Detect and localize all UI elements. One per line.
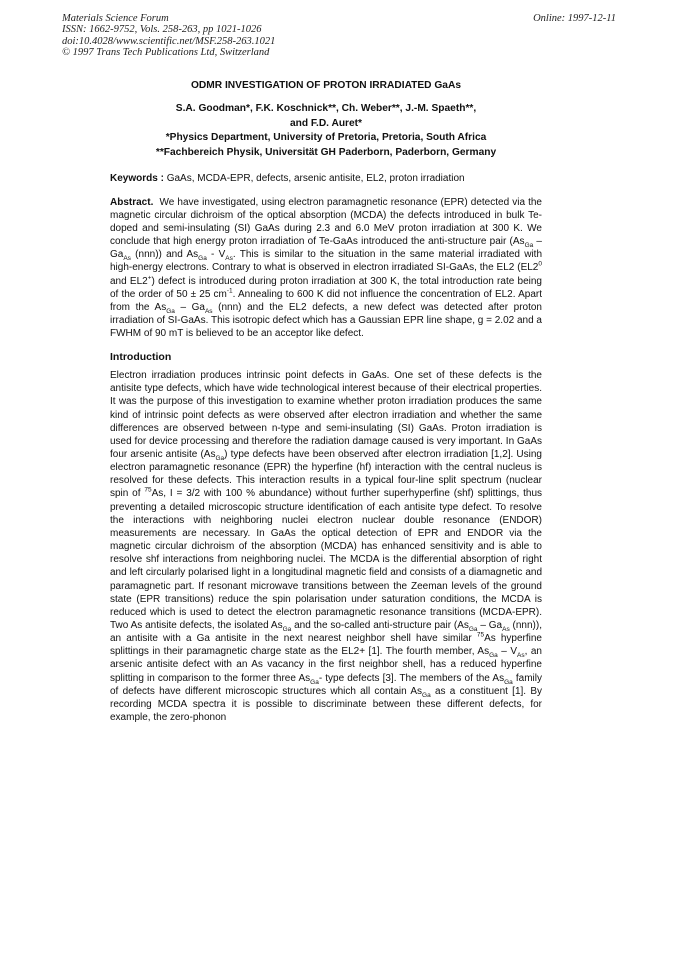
introduction-text	[110, 369, 542, 724]
abstract-text: . This is similar to the situation in the same material irradiated with high-energy electrons. Contrary to what is observed in electron irradiated SI-GaAs, the EL2 (EL2	[110, 249, 543, 274]
author-block	[110, 102, 542, 160]
issn-line: ISSN: 1662-9752, Vols. 258-263, pp 1021-1026	[62, 24, 262, 36]
abstract-text: and EL2	[110, 275, 148, 287]
abstract-text: ) defect is introduced during proton irradiation at 300 K, the total introduction rate being of the order of 50 ± 25 cm	[110, 275, 542, 300]
keywords	[110, 173, 542, 185]
intro-text: as a constituent [1]. By recording MCDA spectra it is possible to discriminate between these different defects, for example, the zero-phonon	[110, 685, 542, 724]
intro-text: - type defects [3]. The members of the As	[318, 672, 505, 684]
affiliation-1: *Physics Department, University of Pretoria, Pretoria, South Africa	[165, 132, 487, 143]
subscript: Ga	[282, 626, 292, 633]
superscript: 75	[476, 631, 485, 639]
journal-header	[62, 13, 275, 58]
superscript: 0	[538, 261, 542, 269]
abstract-text: . Annealing to 600 K did not influence the concentration of EL2. Apart from the As	[110, 288, 542, 313]
subscript: Ga	[524, 242, 534, 250]
subscript: As	[204, 307, 213, 315]
superscript: 75	[144, 487, 152, 495]
abstract	[110, 196, 542, 340]
online-date-header	[533, 13, 616, 24]
author-line-1: S.A. Goodman*, F.K. Koschnick**, Ch. Weber**, J.-M. Spaeth**,	[175, 103, 477, 114]
subscript: Ga	[489, 652, 498, 660]
copyright-line: © 1997 Trans Tech Publications Ltd, Switzerland	[62, 46, 270, 58]
author-line-2: and F.D. Auret*	[289, 117, 363, 129]
paper-title: ODMR INVESTIGATION OF PROTON IRRADIATED GaAs	[191, 80, 461, 91]
paper-body	[110, 80, 542, 724]
intro-text: , an arsenic antisite defect with an As vacancy in the first neighbor shell, has a reduced hyperfine splitting in comparison to the former three As	[110, 646, 542, 684]
abstract-text: – Ga	[174, 301, 205, 313]
intro-text: – V	[497, 646, 517, 658]
abstract-text: (nnn)) and As	[130, 249, 199, 261]
subscript: Ga	[504, 678, 513, 686]
subscript: As	[502, 626, 510, 633]
subscript: Ga	[422, 691, 431, 699]
subscript: Ga	[215, 454, 225, 462]
subscript: As	[517, 652, 525, 660]
journal-name: Materials Science Forum	[62, 13, 169, 24]
intro-text: (nnn)), an antisite with a Ga antisite in the next nearest neighbor shell have similar	[110, 620, 542, 645]
keywords-label: Keywords :	[110, 173, 164, 184]
intro-text: ) type defects have been observed after electron irradiation [1,2]. Using electron paramagnetic resonance (EPR) the hyperfine (hf) interaction with the central nucleus is resolved for these defects. This interaction results in a typical four-line split spectrum (nuclear spin of	[110, 448, 542, 500]
abstract-text: - V	[206, 249, 226, 261]
subscript: Ga	[468, 626, 478, 633]
intro-text: As, I = 3/2 with 100 % abundance) without further superhyperfine (shf) splittings, thus preventing a detailed microscopic structure identification of each antisite type defect. To resolve the interactions with neighboring nuclei electron nuclear double resonance (ENDOR) measurements are necessary. In GaAs the optical detection of EPR and ENDOR via the magnetic circular dichroism of the absorption (MCDA) has enhanced sensitivity and is able to resolve shf interactions from neighboring nuclei. The MCDA is the differential absorption of right and left circularly polarised light in a longitudinal magnetic field and consists of a diamagnetic and paramagnetic part. If resonant microwave transitions between the Zeeman levels of the ground state (EPR transitions) reduce the spin polarisation under saturation conditions, the MCDA is reduced which is used to detect the electron paramagnetic resonance transitions (MCDA-EPR). Two As antisite defects, the isolated As	[110, 488, 543, 631]
intro-text: family of defects have different microscopic structures which all contain As	[110, 672, 542, 697]
subscript: Ga	[166, 307, 175, 315]
superscript: -1	[226, 287, 233, 295]
online-date: Online: 1997-12-11	[533, 13, 616, 24]
abstract-text: We have investigated, using electron paramagnetic resonance (EPR) detected via the magnetic circular dichroism of the optical absorption (MCDA) the defects introduced in bulk Te-doped and semi-insulating (SI) GaAs during 2.3 and 6.0 MeV proton irradiation at 300 K. We conclude that high energy proton irradiation of Te-GaAs introduced the anti-structure pair (As	[110, 197, 542, 248]
subscript: As	[225, 255, 233, 263]
intro-text: – Ga	[477, 620, 503, 631]
doi-line: doi:10.4028/www.scientific.net/MSF.258-263.1021	[62, 35, 276, 47]
superscript: +	[147, 274, 152, 282]
subscript: As	[123, 255, 131, 263]
keywords-text: GaAs, MCDA-EPR, defects, arsenic antisite, EL2, proton irradiation	[166, 173, 465, 184]
section-heading-introduction: Introduction	[110, 351, 172, 364]
intro-text: Electron irradiation produces intrinsic point defects in GaAs. One set of these defects is the antisite type defects, which have wide technological interest because of their electrical properties. It was the purpose of this investigation to examine whether proton irradiation produces the same kind of intrinsic point defects as were observed after electron irradiation and whether the same differences are observed between n-type and semi-insulating (SI) GaAs. Proton irradiation is used for device processing and therefore the radiation damage caused is very important. In GaAs four arsenic antisite (As	[110, 370, 542, 460]
abstract-text: (nnn) and the EL2 defects, a new defect was detected after proton irradiation of SI-GaAs. This isotropic defect which has a Gaussian EPR line shape, g = 2.02 and a FWHM of 90 mT is believed to be an acceptor like defect.	[110, 301, 542, 339]
subscript: Ga	[310, 678, 319, 686]
affiliation-2: **Fachbereich Physik, Universität GH Paderborn, Paderborn, Germany	[155, 146, 497, 158]
abstract-text: – Ga	[110, 236, 542, 261]
intro-text: and the so-called anti-structure pair (As	[291, 620, 469, 631]
subscript: Ga	[198, 255, 207, 263]
intro-text: As hyperfine splittings in their paramagnetic charge state as the EL2+ [1]. The fourth member, As	[110, 633, 542, 658]
abstract-label: Abstract.	[110, 197, 154, 208]
